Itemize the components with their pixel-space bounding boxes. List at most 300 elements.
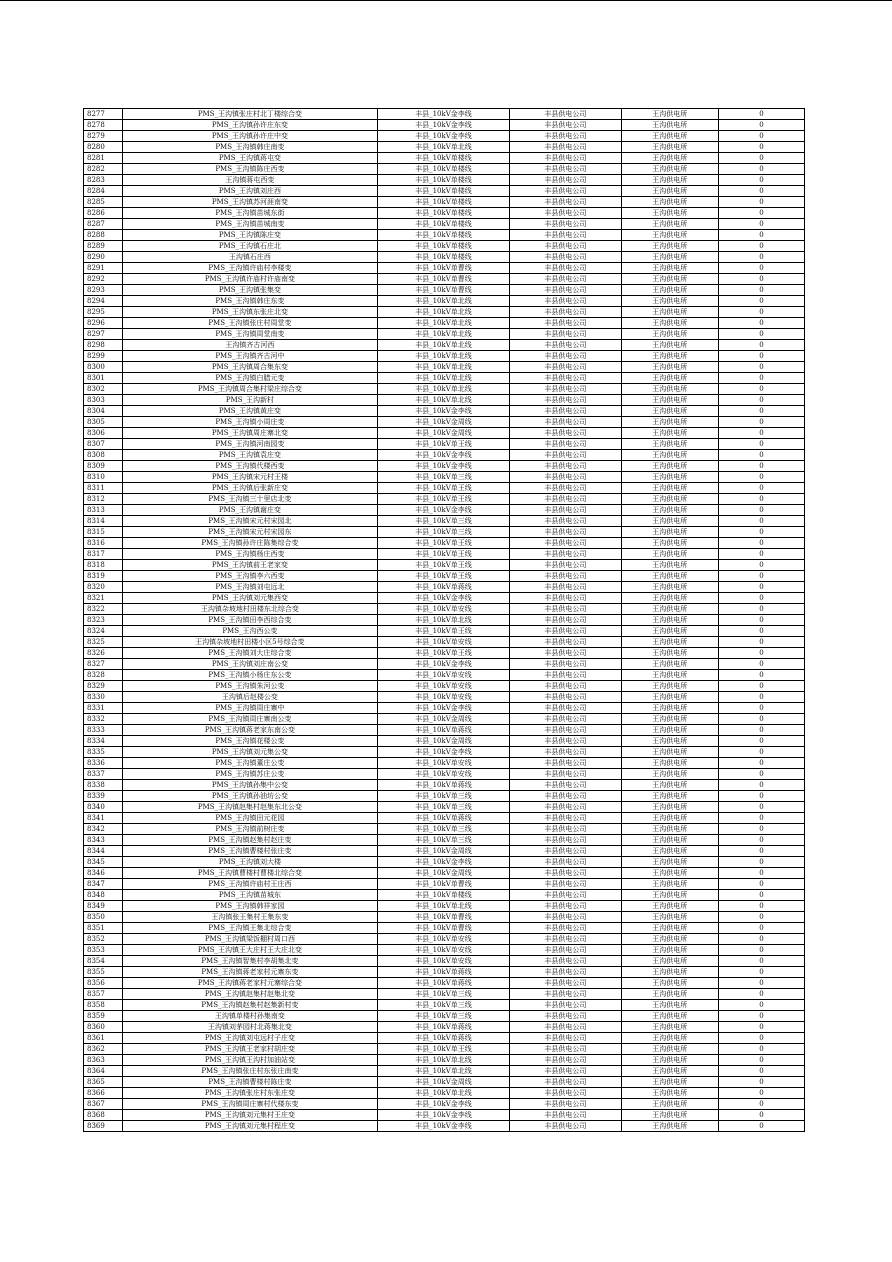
company-cell: 丰县供电公司 [510, 494, 622, 505]
company-cell: 丰县供电公司 [510, 450, 622, 461]
office-cell: 王沟供电所 [621, 758, 718, 769]
office-cell: 王沟供电所 [621, 527, 718, 538]
station-name-cell: PMS_王沟镇宋元村宋园北 [122, 516, 377, 527]
table-row [84, 934, 805, 945]
table-row [84, 395, 805, 406]
table-row [84, 659, 805, 670]
value-cell: 0 [718, 516, 804, 527]
office-cell: 王沟供电所 [621, 274, 718, 285]
row-number-cell: 8303 [84, 395, 123, 406]
office-cell: 王沟供电所 [621, 615, 718, 626]
row-number-cell: 8344 [84, 846, 123, 857]
station-name-cell: PMS_王沟镇刘庄南公变 [122, 659, 377, 670]
station-name-cell: PMS_王沟镇谢庄变 [122, 505, 377, 516]
station-name-cell: PMS_王沟镇许庙村许庙南变 [122, 274, 377, 285]
line-name-cell: 丰县_10kV单王线 [377, 494, 509, 505]
line-name-cell: 丰县_10kV单三线 [377, 1000, 509, 1011]
office-cell: 王沟供电所 [621, 241, 718, 252]
company-cell: 丰县供电公司 [510, 956, 622, 967]
row-number-cell: 8306 [84, 428, 123, 439]
company-cell: 丰县供电公司 [510, 153, 622, 164]
value-cell: 0 [718, 131, 804, 142]
row-number-cell: 8317 [84, 549, 123, 560]
office-cell: 王沟供电所 [621, 362, 718, 373]
office-cell: 王沟供电所 [621, 318, 718, 329]
line-name-cell: 丰县_10kV单楼线 [377, 197, 509, 208]
line-name-cell: 丰县_10kV单蒋线 [377, 967, 509, 978]
table-row [84, 956, 805, 967]
table-row [84, 1044, 805, 1055]
value-cell: 0 [718, 285, 804, 296]
line-name-cell: 丰县_10kV单蒋线 [377, 813, 509, 824]
table-row [84, 890, 805, 901]
table-row [84, 978, 805, 989]
company-cell: 丰县供电公司 [510, 109, 622, 120]
office-cell: 王沟供电所 [621, 109, 718, 120]
company-cell: 丰县供电公司 [510, 703, 622, 714]
row-number-cell: 8320 [84, 582, 123, 593]
value-cell: 0 [718, 989, 804, 1000]
company-cell: 丰县供电公司 [510, 120, 622, 131]
value-cell: 0 [718, 230, 804, 241]
value-cell: 0 [718, 1088, 804, 1099]
office-cell: 王沟供电所 [621, 824, 718, 835]
line-name-cell: 丰县_10kV单安线 [377, 934, 509, 945]
table-row [84, 1077, 805, 1088]
row-number-cell: 8349 [84, 901, 123, 912]
line-name-cell: 丰县_10kV金周线 [377, 846, 509, 857]
station-name-cell: PMS_王沟镇三十里店北变 [122, 494, 377, 505]
office-cell: 王沟供电所 [621, 714, 718, 725]
office-cell: 王沟供电所 [621, 703, 718, 714]
value-cell: 0 [718, 582, 804, 593]
table-row [84, 912, 805, 923]
table-row [84, 1088, 805, 1099]
table-row [84, 516, 805, 527]
table-row [84, 879, 805, 890]
company-cell: 丰县供电公司 [510, 208, 622, 219]
office-cell: 王沟供电所 [621, 912, 718, 923]
line-name-cell: 丰县_10kV单北线 [377, 901, 509, 912]
line-name-cell: 丰县_10kV金李线 [377, 450, 509, 461]
station-name-cell: PMS_王沟镇王沟村加油站变 [122, 1055, 377, 1066]
office-cell: 王沟供电所 [621, 208, 718, 219]
company-cell: 丰县供电公司 [510, 252, 622, 263]
office-cell: 王沟供电所 [621, 868, 718, 879]
line-name-cell: 丰县_10kV单蒋线 [377, 725, 509, 736]
table-row [84, 725, 805, 736]
station-name-cell: PMS_王沟镇杨庄西变 [122, 549, 377, 560]
station-name-cell: PMS_王沟镇蒋老家村元寨东变 [122, 967, 377, 978]
station-name-cell: 王沟镇张王集村王集东变 [122, 912, 377, 923]
line-name-cell: 丰县_10kV单三线 [377, 472, 509, 483]
office-cell: 王沟供电所 [621, 263, 718, 274]
station-name-cell: 王沟镇杂坡地村田楼东北综合变 [122, 604, 377, 615]
office-cell: 王沟供电所 [621, 659, 718, 670]
row-number-cell: 8310 [84, 472, 123, 483]
table-row [84, 142, 805, 153]
line-name-cell: 丰县_10kV金李线 [377, 857, 509, 868]
value-cell: 0 [718, 967, 804, 978]
company-cell: 丰县供电公司 [510, 219, 622, 230]
table-row [84, 1011, 805, 1022]
office-cell: 王沟供电所 [621, 395, 718, 406]
station-name-cell: PMS_王沟镇刘元集村王庄变 [122, 1110, 377, 1121]
row-number-cell: 8354 [84, 956, 123, 967]
row-number-cell: 8321 [84, 593, 123, 604]
office-cell: 王沟供电所 [621, 384, 718, 395]
station-name-cell: PMS_王沟镇韩祥家园 [122, 901, 377, 912]
row-number-cell: 8325 [84, 637, 123, 648]
office-cell: 王沟供电所 [621, 725, 718, 736]
line-name-cell: 丰县_10kV金李线 [377, 659, 509, 670]
company-cell: 丰县供电公司 [510, 1044, 622, 1055]
table-row [84, 604, 805, 615]
office-cell: 王沟供电所 [621, 802, 718, 813]
value-cell: 0 [718, 725, 804, 736]
company-cell: 丰县供电公司 [510, 1077, 622, 1088]
company-cell: 丰县供电公司 [510, 1066, 622, 1077]
value-cell: 0 [718, 560, 804, 571]
table-row [84, 857, 805, 868]
value-cell: 0 [718, 1077, 804, 1088]
company-cell: 丰县供电公司 [510, 670, 622, 681]
value-cell: 0 [718, 329, 804, 340]
value-cell: 0 [718, 1044, 804, 1055]
station-name-cell: PMS_王沟镇赵集村赵庄变 [122, 835, 377, 846]
table-row [84, 153, 805, 164]
row-number-cell: 8343 [84, 835, 123, 846]
table-row [84, 285, 805, 296]
line-name-cell: 丰县_10kV单北线 [377, 351, 509, 362]
station-name-cell: PMS_王沟镇王大庄村王大庄北变 [122, 945, 377, 956]
row-number-cell: 8309 [84, 461, 123, 472]
station-name-cell: PMS_王沟镇周庄寨北变 [122, 428, 377, 439]
office-cell: 王沟供电所 [621, 1088, 718, 1099]
line-name-cell: 丰县_10kV单三线 [377, 824, 509, 835]
station-name-cell: PMS_王沟镇许庙村王庄西 [122, 879, 377, 890]
table-row [84, 824, 805, 835]
office-cell: 王沟供电所 [621, 461, 718, 472]
line-name-cell: 丰县_10kV单蒋线 [377, 1033, 509, 1044]
line-name-cell: 丰县_10kV单三线 [377, 802, 509, 813]
value-cell: 0 [718, 593, 804, 604]
company-cell: 丰县供电公司 [510, 769, 622, 780]
office-cell: 王沟供电所 [621, 1077, 718, 1088]
station-name-cell: PMS_王沟镇蒋老家村元寨综合变 [122, 978, 377, 989]
company-cell: 丰县供电公司 [510, 318, 622, 329]
value-cell: 0 [718, 703, 804, 714]
company-cell: 丰县供电公司 [510, 351, 622, 362]
line-name-cell: 丰县_10kV单王线 [377, 538, 509, 549]
table-row [84, 714, 805, 725]
value-cell: 0 [718, 219, 804, 230]
line-name-cell: 丰县_10kV金李线 [377, 1121, 509, 1132]
line-name-cell: 丰县_10kV单安线 [377, 758, 509, 769]
row-number-cell: 8352 [84, 934, 123, 945]
office-cell: 王沟供电所 [621, 549, 718, 560]
line-name-cell: 丰县_10kV金李线 [377, 120, 509, 131]
company-cell: 丰县供电公司 [510, 879, 622, 890]
company-cell: 丰县供电公司 [510, 285, 622, 296]
line-name-cell: 丰县_10kV单楼线 [377, 252, 509, 263]
office-cell: 王沟供电所 [621, 989, 718, 1000]
office-cell: 王沟供电所 [621, 505, 718, 516]
table-row [84, 483, 805, 494]
line-name-cell: 丰县_10kV单楼线 [377, 890, 509, 901]
company-cell: 丰县供电公司 [510, 692, 622, 703]
line-name-cell: 丰县_10kV单三线 [377, 516, 509, 527]
row-number-cell: 8281 [84, 153, 123, 164]
line-name-cell: 丰县_10kV单楼线 [377, 186, 509, 197]
row-number-cell: 8356 [84, 978, 123, 989]
table-row [84, 164, 805, 175]
table-row [84, 362, 805, 373]
company-cell: 丰县供电公司 [510, 527, 622, 538]
line-name-cell: 丰县_10kV单王线 [377, 549, 509, 560]
row-number-cell: 8362 [84, 1044, 123, 1055]
value-cell: 0 [718, 945, 804, 956]
station-name-cell: PMS_王沟镇张庄村周堂变 [122, 318, 377, 329]
value-cell: 0 [718, 417, 804, 428]
company-cell: 丰县供电公司 [510, 186, 622, 197]
station-name-cell: PMS_王沟镇韩庄南变 [122, 142, 377, 153]
station-name-cell: PMS_王沟镇代楼西变 [122, 461, 377, 472]
company-cell: 丰县供电公司 [510, 538, 622, 549]
value-cell: 0 [718, 769, 804, 780]
value-cell: 0 [718, 934, 804, 945]
office-cell: 王沟供电所 [621, 857, 718, 868]
station-name-cell: PMS_王沟镇孙油坊公变 [122, 791, 377, 802]
value-cell: 0 [718, 890, 804, 901]
value-cell: 0 [718, 318, 804, 329]
line-name-cell: 丰县_10kV单北线 [377, 307, 509, 318]
value-cell: 0 [718, 384, 804, 395]
office-cell: 王沟供电所 [621, 252, 718, 263]
station-name-cell: PMS_王沟镇石庄北 [122, 241, 377, 252]
table-row [84, 868, 805, 879]
office-cell: 王沟供电所 [621, 120, 718, 131]
station-name-cell: PMS_王沟镇宋元村王楼 [122, 472, 377, 483]
table-row [84, 692, 805, 703]
station-name-cell: PMS_王沟镇王集北综合变 [122, 923, 377, 934]
row-number-cell: 8364 [84, 1066, 123, 1077]
row-number-cell: 8330 [84, 692, 123, 703]
row-number-cell: 8346 [84, 868, 123, 879]
row-number-cell: 8327 [84, 659, 123, 670]
office-cell: 王沟供电所 [621, 846, 718, 857]
office-cell: 王沟供电所 [621, 923, 718, 934]
value-cell: 0 [718, 879, 804, 890]
value-cell: 0 [718, 868, 804, 879]
value-cell: 0 [718, 109, 804, 120]
table-row [84, 560, 805, 571]
table-row [84, 813, 805, 824]
row-number-cell: 8292 [84, 274, 123, 285]
company-cell: 丰县供电公司 [510, 912, 622, 923]
row-number-cell: 8324 [84, 626, 123, 637]
row-number-cell: 8313 [84, 505, 123, 516]
office-cell: 王沟供电所 [621, 670, 718, 681]
line-name-cell: 丰县_10kV单北线 [377, 1088, 509, 1099]
office-cell: 王沟供电所 [621, 472, 718, 483]
value-cell: 0 [718, 923, 804, 934]
line-name-cell: 丰县_10kV单曹线 [377, 879, 509, 890]
table-row [84, 769, 805, 780]
table-row [84, 571, 805, 582]
station-name-cell: PMS_王沟镇蒋屯变 [122, 153, 377, 164]
office-cell: 王沟供电所 [621, 428, 718, 439]
company-cell: 丰县供电公司 [510, 747, 622, 758]
line-name-cell: 丰县_10kV单安线 [377, 692, 509, 703]
station-name-cell: PMS_王沟镇刘庄西 [122, 186, 377, 197]
company-cell: 丰县供电公司 [510, 362, 622, 373]
value-cell: 0 [718, 813, 804, 824]
company-cell: 丰县供电公司 [510, 714, 622, 725]
row-number-cell: 8350 [84, 912, 123, 923]
line-name-cell: 丰县_10kV单蒋线 [377, 780, 509, 791]
station-name-cell: PMS_王沟镇王老家村胡庄变 [122, 1044, 377, 1055]
line-name-cell: 丰县_10kV单北线 [377, 395, 509, 406]
station-name-cell: PMS_王沟镇刘屯远村子庄变 [122, 1033, 377, 1044]
row-number-cell: 8287 [84, 219, 123, 230]
station-name-cell: PMS_王沟镇孙许庄陈集综合变 [122, 538, 377, 549]
line-name-cell: 丰县_10kV单楼线 [377, 230, 509, 241]
station-name-cell: PMS_王沟镇苏河涯南变 [122, 197, 377, 208]
station-name-cell: PMS_王沟镇周合集村梁庄综合变 [122, 384, 377, 395]
row-number-cell: 8298 [84, 340, 123, 351]
station-name-cell: PMS_王沟镇前树庄变 [122, 824, 377, 835]
table-row [84, 230, 805, 241]
line-name-cell: 丰县_10kV单安线 [377, 769, 509, 780]
value-cell: 0 [718, 758, 804, 769]
office-cell: 王沟供电所 [621, 571, 718, 582]
line-name-cell: 丰县_10kV单北线 [377, 142, 509, 153]
office-cell: 王沟供电所 [621, 835, 718, 846]
table-row [84, 736, 805, 747]
line-name-cell: 丰县_10kV单楼线 [377, 164, 509, 175]
office-cell: 王沟供电所 [621, 637, 718, 648]
row-number-cell: 8312 [84, 494, 123, 505]
company-cell: 丰县供电公司 [510, 626, 622, 637]
company-cell: 丰县供电公司 [510, 934, 622, 945]
office-cell: 王沟供电所 [621, 1066, 718, 1077]
line-name-cell: 丰县_10kV单蒋线 [377, 978, 509, 989]
station-name-cell: PMS_王沟镇张集变 [122, 285, 377, 296]
company-cell: 丰县供电公司 [510, 428, 622, 439]
table-row [84, 802, 805, 813]
line-name-cell: 丰县_10kV金李线 [377, 406, 509, 417]
table-row [84, 219, 805, 230]
table-row [84, 120, 805, 131]
office-cell: 王沟供电所 [621, 186, 718, 197]
company-cell: 丰县供电公司 [510, 461, 622, 472]
line-name-cell: 丰县_10kV金李线 [377, 747, 509, 758]
station-name-cell: PMS_王沟镇曹楼村陈庄变 [122, 1077, 377, 1088]
row-number-cell: 8280 [84, 142, 123, 153]
company-cell: 丰县供电公司 [510, 615, 622, 626]
table-row [84, 1110, 805, 1121]
office-cell: 王沟供电所 [621, 1022, 718, 1033]
row-number-cell: 8319 [84, 571, 123, 582]
company-cell: 丰县供电公司 [510, 868, 622, 879]
row-number-cell: 8302 [84, 384, 123, 395]
row-number-cell: 8279 [84, 131, 123, 142]
row-number-cell: 8294 [84, 296, 123, 307]
row-number-cell: 8355 [84, 967, 123, 978]
line-name-cell: 丰县_10kV单北线 [377, 362, 509, 373]
row-number-cell: 8359 [84, 1011, 123, 1022]
value-cell: 0 [718, 1099, 804, 1110]
value-cell: 0 [718, 736, 804, 747]
office-cell: 王沟供电所 [621, 626, 718, 637]
company-cell: 丰县供电公司 [510, 1099, 622, 1110]
line-name-cell: 丰县_10kV单蒋线 [377, 582, 509, 593]
company-cell: 丰县供电公司 [510, 593, 622, 604]
value-cell: 0 [718, 450, 804, 461]
line-name-cell: 丰县_10kV单三线 [377, 835, 509, 846]
company-cell: 丰县供电公司 [510, 175, 622, 186]
row-number-cell: 8340 [84, 802, 123, 813]
station-name-cell: PMS_王沟镇蒋老家东南公变 [122, 725, 377, 736]
office-cell: 王沟供电所 [621, 219, 718, 230]
company-cell: 丰县供电公司 [510, 1055, 622, 1066]
row-number-cell: 8366 [84, 1088, 123, 1099]
office-cell: 王沟供电所 [621, 164, 718, 175]
table-row [84, 175, 805, 186]
table-row [84, 780, 805, 791]
table-row [84, 1000, 805, 1011]
value-cell: 0 [718, 648, 804, 659]
row-number-cell: 8369 [84, 1121, 123, 1132]
row-number-cell: 8333 [84, 725, 123, 736]
table-row [84, 417, 805, 428]
company-cell: 丰县供电公司 [510, 659, 622, 670]
value-cell: 0 [718, 307, 804, 318]
station-name-cell: PMS_王沟镇宋元村宋园东 [122, 527, 377, 538]
line-name-cell: 丰县_10kV单北线 [377, 1055, 509, 1066]
row-number-cell: 8360 [84, 1022, 123, 1033]
company-cell: 丰县供电公司 [510, 791, 622, 802]
table-row [84, 351, 805, 362]
value-cell: 0 [718, 274, 804, 285]
value-cell: 0 [718, 1066, 804, 1077]
row-number-cell: 8316 [84, 538, 123, 549]
line-name-cell: 丰县_10kV单三线 [377, 791, 509, 802]
station-name-cell: 王沟镇齐古河西 [122, 340, 377, 351]
table-row [84, 197, 805, 208]
station-name-cell: PMS_王沟镇袁庄变 [122, 450, 377, 461]
table-row [84, 241, 805, 252]
value-cell: 0 [718, 120, 804, 131]
row-number-cell: 8304 [84, 406, 123, 417]
table-row [84, 923, 805, 934]
row-number-cell: 8365 [84, 1077, 123, 1088]
row-number-cell: 8347 [84, 879, 123, 890]
company-cell: 丰县供电公司 [510, 1121, 622, 1132]
office-cell: 王沟供电所 [621, 604, 718, 615]
station-name-cell: 王沟镇单楼村孙集南变 [122, 1011, 377, 1022]
office-cell: 王沟供电所 [621, 230, 718, 241]
value-cell: 0 [718, 164, 804, 175]
table-row [84, 527, 805, 538]
company-cell: 丰县供电公司 [510, 890, 622, 901]
company-cell: 丰县供电公司 [510, 967, 622, 978]
row-number-cell: 8282 [84, 164, 123, 175]
station-name-cell: PMS_王沟镇周庄寨中 [122, 703, 377, 714]
table-row [84, 648, 805, 659]
value-cell: 0 [718, 527, 804, 538]
